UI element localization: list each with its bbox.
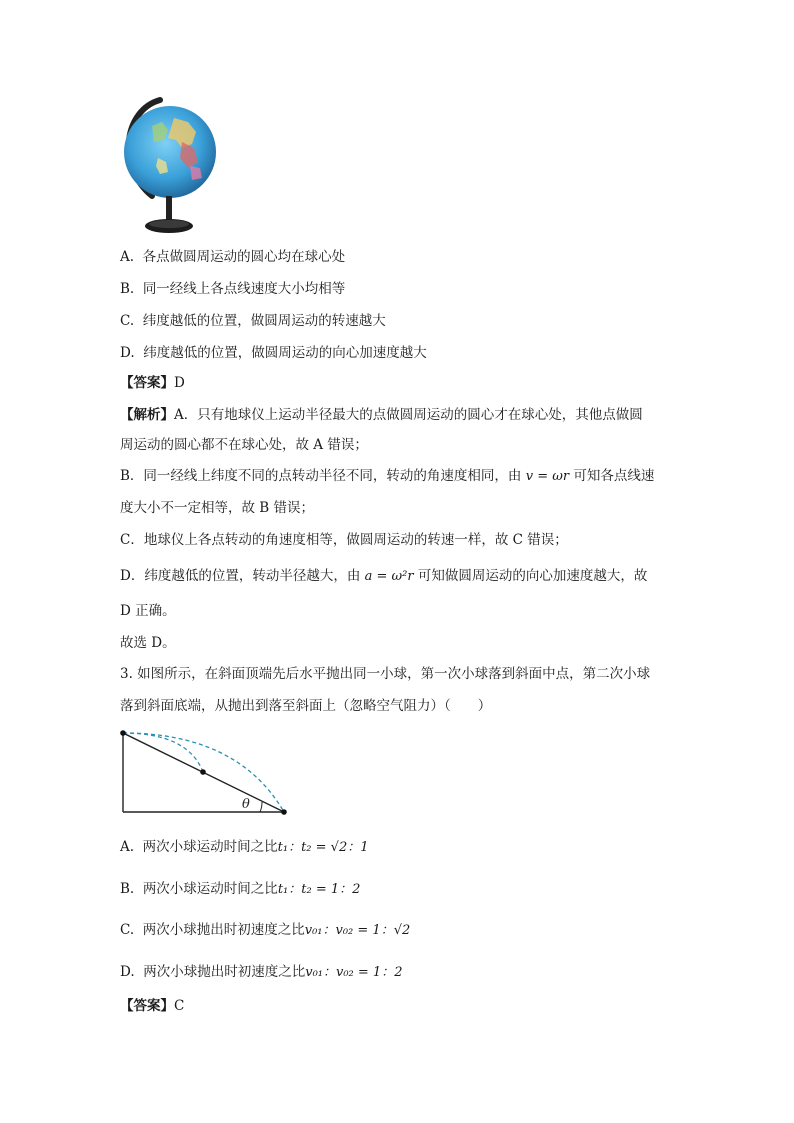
analysis-text: 可知各点线速 bbox=[573, 468, 655, 484]
option-c bbox=[120, 311, 386, 331]
option-text: 纬度越低的位置，做圆周运动的向心加速度越大 bbox=[143, 345, 427, 361]
option-letter: C. bbox=[120, 313, 135, 329]
formula: a = ω²r bbox=[364, 569, 414, 584]
analysis-text: D．纬度越低的位置，转动半径越大，由 bbox=[120, 568, 361, 584]
q3-answer-line bbox=[120, 996, 184, 1016]
theta-label: θ bbox=[242, 797, 250, 812]
analysis-tag: 【解析】 bbox=[120, 407, 174, 423]
analysis-line-d1 bbox=[120, 566, 647, 587]
question-text: 3. 如图所示，在斜面顶端先后水平抛出同一小球，第一次小球落到斜面中点，第二次小球 bbox=[120, 666, 651, 682]
answer-tag: 【答案】 bbox=[120, 998, 174, 1014]
option-text: 同一经线上各点线速度大小均相等 bbox=[142, 281, 346, 297]
option-letter: B. bbox=[120, 881, 135, 897]
option-d bbox=[120, 343, 427, 363]
q3-stem-line2 bbox=[120, 696, 491, 716]
option-b bbox=[120, 279, 345, 299]
launch-point bbox=[120, 730, 126, 736]
analysis-line-d2 bbox=[120, 601, 176, 621]
question-text: 落到斜面底端，从抛出到落至斜面上（忽略空气阻力）（ ） bbox=[120, 698, 492, 714]
option-text: 两次小球抛出时初速度之比 bbox=[142, 922, 305, 938]
q3-option-c bbox=[120, 920, 410, 941]
q3-option-d bbox=[120, 962, 402, 983]
analysis-text: 度大小不一定相等，故 B 错误； bbox=[120, 500, 315, 516]
option-letter: D. bbox=[120, 964, 135, 980]
answer-tag: 【答案】 bbox=[120, 375, 174, 391]
formula: t₁：t₂ = √2：1 bbox=[277, 840, 369, 855]
analysis-text: 故选 D。 bbox=[120, 635, 176, 651]
angle-arc bbox=[260, 802, 262, 812]
option-letter: A. bbox=[120, 839, 135, 855]
option-text: 两次小球抛出时初速度之比 bbox=[143, 964, 306, 980]
option-a bbox=[120, 247, 345, 267]
q3-option-b bbox=[120, 879, 360, 900]
incline-figure bbox=[118, 728, 288, 820]
analysis-line-b1 bbox=[120, 466, 654, 487]
option-letter: A. bbox=[120, 249, 135, 265]
bottom-landing bbox=[281, 809, 287, 815]
option-text: 两次小球运动时间之比 bbox=[142, 881, 278, 897]
analysis-text: C．地球仪上各点转动的角速度相等，做圆周运动的转速一样，故 C 错误； bbox=[120, 532, 568, 548]
q3-stem-line1 bbox=[120, 664, 650, 684]
analysis-line-a1 bbox=[120, 405, 643, 425]
option-text: 纬度越低的位置，做圆周运动的转速越大 bbox=[142, 313, 386, 329]
globe-image bbox=[112, 96, 222, 238]
formula: t₁：t₂ = 1：2 bbox=[277, 882, 361, 897]
analysis-text: A．只有地球仪上运动半径最大的点做圆周运动的圆心才在球心处，其他点做圆 bbox=[174, 407, 643, 423]
analysis-text: B．同一经线上纬度不同的点转动半径不同，转动的角速度相同，由 bbox=[120, 468, 522, 484]
answer-line bbox=[120, 373, 185, 393]
analysis-line-c1 bbox=[120, 530, 568, 550]
answer-value: D bbox=[174, 375, 185, 391]
option-letter: D. bbox=[120, 345, 135, 361]
option-text: 两次小球运动时间之比 bbox=[142, 839, 278, 855]
conclusion-line bbox=[120, 633, 176, 653]
analysis-text: 可知做圆周运动的向心加速度越大，故 bbox=[417, 568, 648, 584]
midpoint-landing bbox=[200, 769, 206, 775]
answer-value: C bbox=[174, 998, 185, 1014]
formula: v = ωr bbox=[525, 469, 570, 484]
analysis-text: D 正确。 bbox=[120, 603, 176, 619]
option-text: 各点做圆周运动的圆心均在球心处 bbox=[142, 249, 346, 265]
analysis-line-a2 bbox=[120, 435, 368, 455]
formula: v₀₁：v₀₂ = 1：√2 bbox=[304, 923, 411, 938]
q3-option-a bbox=[120, 837, 369, 858]
analysis-line-b2 bbox=[120, 498, 314, 518]
option-letter: C. bbox=[120, 922, 135, 938]
formula: v₀₁：v₀₂ = 1：2 bbox=[305, 965, 403, 980]
analysis-text: 周运动的圆心都不在球心处，故 A 错误； bbox=[120, 437, 368, 453]
option-letter: B. bbox=[120, 281, 135, 297]
